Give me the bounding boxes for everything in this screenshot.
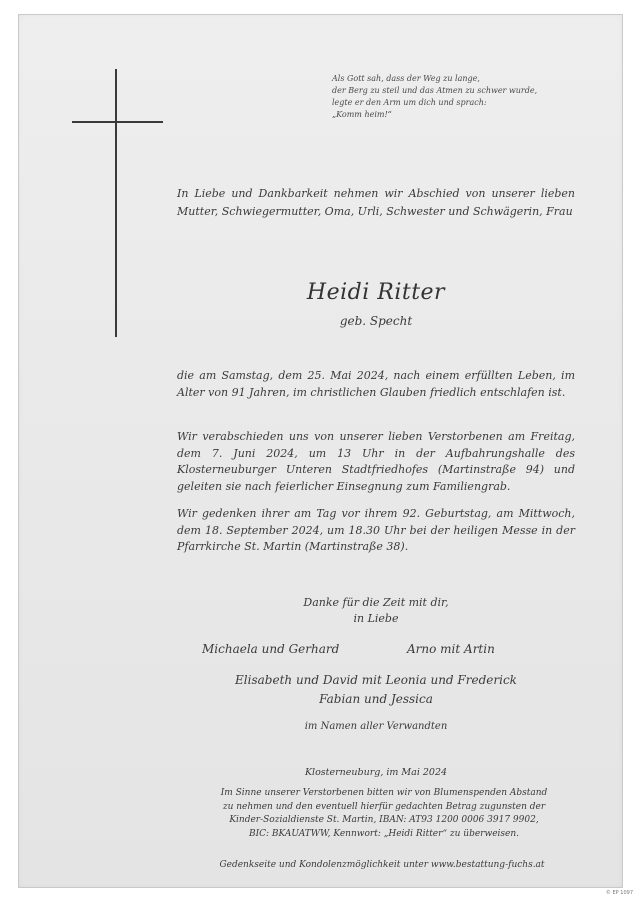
- donation-line: Im Sinne unserer Verstorbenen bitten wir von Blumenspenden Abstand: [220, 788, 548, 798]
- poem-line: „Komm heim!“: [332, 110, 392, 119]
- cross-icon-vertical-bar: [115, 69, 117, 337]
- website-line: Gedenkseite und Kondolenzmöglichkeit unter www.bestattung-fuchs.at: [219, 860, 545, 870]
- thanks-block: [177, 595, 575, 627]
- maiden-name: geb. Specht: [339, 314, 413, 328]
- poem-line: der Berg zu steil und das Atmen zu schwer wurde,: [332, 86, 538, 95]
- donation-notice: [194, 787, 574, 841]
- family-block: [177, 671, 575, 709]
- family-line: Fabian und Jessica: [319, 692, 433, 706]
- donation-line: Kinder-Sozialdienste St. Martin, IBAN: AT93 1200 0006 3917 9902,: [229, 815, 539, 825]
- copyright-mark: © EP 1097: [605, 890, 633, 896]
- poem: [332, 73, 602, 121]
- mourner-left: Michaela und Gerhard: [202, 642, 340, 656]
- poem-line: Als Gott sah, dass der Weg zu lange,: [332, 74, 480, 83]
- death-paragraph: die am Samstag, dem 25. Mai 2024, nach einem erfüllten Leben, im Alter von 91 Jahren, im christlichen Glauben friedlich entschlafen ist.: [177, 369, 575, 399]
- relatives-line: im Namen aller Verwandten: [304, 721, 448, 732]
- thanks-line: Danke für die Zeit mit dir,: [303, 596, 449, 609]
- donation-line: BIC: BKAUATWW, Kennwort: „Heidi Ritter“ zu überweisen.: [248, 828, 519, 839]
- cross-icon-horizontal-bar: [72, 121, 163, 123]
- intro-text: In Liebe und Dankbarkeit nehmen wir Abschied von unserer lieben Mutter, Schwiegermutter, Oma, Urli, Schwester und Schwägerin, Frau: [177, 187, 575, 218]
- obituary-card: [18, 14, 623, 888]
- deceased-name: Heidi Ritter: [306, 280, 446, 305]
- poem-line: legte er den Arm um dich und sprach:: [332, 98, 487, 107]
- place-date: Klosterneuburg, im Mai 2024: [304, 767, 448, 778]
- mass-paragraph: Wir gedenken ihrer am Tag vor ihrem 92. Geburtstag, am Mittwoch, dem 18. September 2024, um 18.30 Uhr bei der heiligen Messe in der Pfarrkirche St. Martin (Martinstraße 38).: [177, 507, 575, 553]
- funeral-paragraph: Wir verabschieden uns von unserer lieben Verstorbenen am Freitag, dem 7. Juni 2024, um 13 Uhr in der Aufbahrungshalle des Klosterneuburger Unteren Stadtfriedhofes (Martinstraße 94) und geleiten sie nach feierlicher Einsegnung zum Familiengrab.: [177, 430, 575, 493]
- family-line: Elisabeth und David mit Leonia und Frederick: [235, 673, 517, 687]
- donation-line: zu nehmen und den eventuell hierfür gedachten Betrag zugunsten der: [222, 801, 546, 812]
- thanks-line: in Liebe: [353, 612, 399, 625]
- mourner-right: Arno mit Artin: [407, 642, 495, 656]
